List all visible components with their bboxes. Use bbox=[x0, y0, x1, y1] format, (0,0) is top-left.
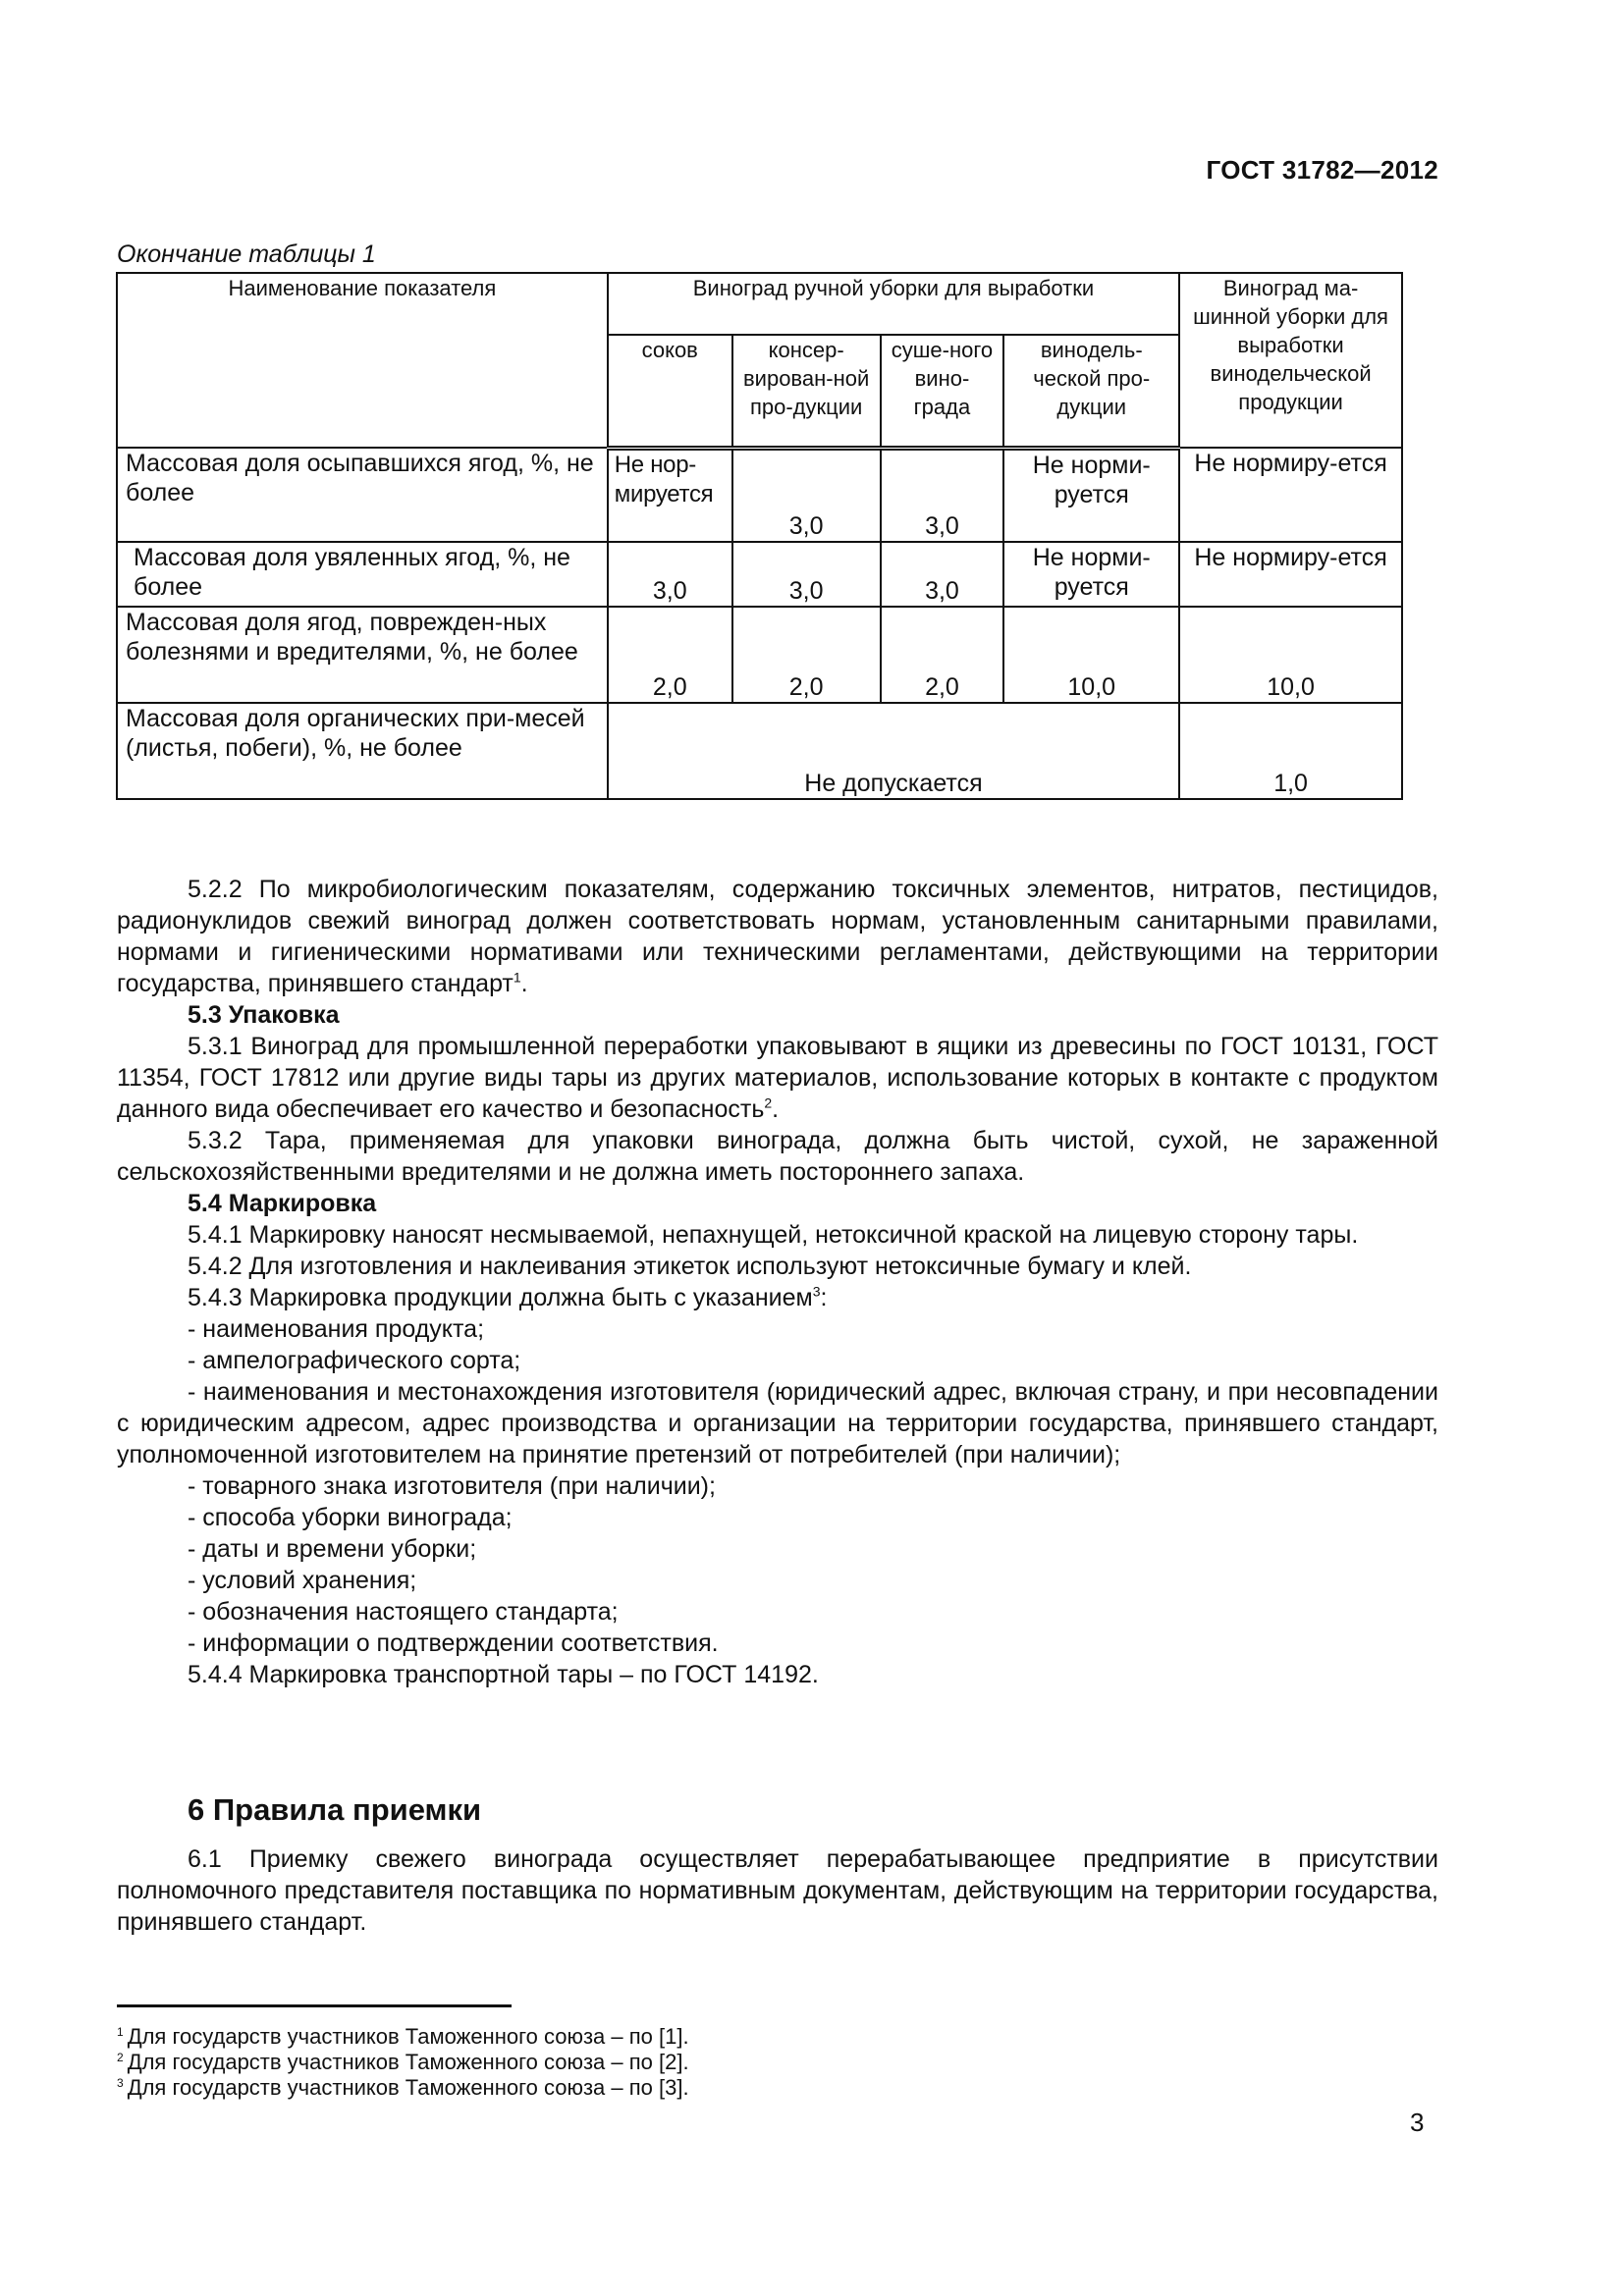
row-indicator: Массовая доля осыпавшихся ягод, %, не более bbox=[117, 448, 608, 542]
table-row bbox=[117, 607, 1402, 703]
footnotes bbox=[117, 2024, 689, 2101]
list-item: - условий хранения; bbox=[188, 1567, 417, 1594]
heading-5-4: 5.4 Маркировка bbox=[188, 1190, 377, 1217]
cell-juices: Не нор-мируется bbox=[608, 448, 732, 542]
header-canned: консер-вирован-ной про-дукции bbox=[732, 335, 881, 448]
list-item: - обозначения настоящего стандарта; bbox=[188, 1598, 619, 1626]
cell-canned: 2,0 bbox=[732, 607, 881, 703]
heading-5-3: 5.3 Упаковка bbox=[188, 1001, 340, 1029]
section-heading-6: 6 Правила приемки bbox=[188, 1792, 482, 1827]
header-wine: винодель-ческой про-дукции bbox=[1003, 335, 1179, 448]
footnote-1: $^1$ Для государств участников Таможенного союза – по [1]. bbox=[117, 2024, 689, 2049]
row-indicator: Массовая доля ягод, поврежден-ных болезнями и вредителями, %, не более bbox=[117, 607, 608, 703]
footnote-ref: 1 bbox=[513, 969, 521, 986]
paragraph-5-4-4: 5.4.4 Маркировка транспортной тары – по ГОСТ 14192. bbox=[188, 1661, 819, 1688]
cell-canned: 3,0 bbox=[732, 448, 881, 542]
row-indicator: Массовая доля увяленных ягод, %, не более bbox=[117, 542, 608, 607]
table-row bbox=[117, 703, 1402, 799]
cell-machine: 1,0 bbox=[1179, 703, 1402, 799]
cell-canned: 3,0 bbox=[732, 542, 881, 607]
list-item: - ампелографического сорта; bbox=[188, 1347, 521, 1374]
header-machine: Виноград ма-шинной уборки для выработки винодельческой продукции bbox=[1179, 273, 1402, 448]
list-item: - наименования и местонахождения изготовителя (юридический адрес, включая страну, и при несовпадении с юридическим адресом, адрес производства и организации на территории государства, принявшего стандарт, уполномоченной изготовителем на принятие претензий от потребителей (при наличии); bbox=[117, 1378, 1438, 1468]
paragraph-5-2-2: 5.2.2 По микробиологическим показателям, содержанию токсичных элементов, нитратов, пестицидов, радионуклидов свежий виноград должен соответствовать нормам, установленным санитарными правилами, нормами и гигиеническими нормативами или техническими регламентами, действующими на территории государства, принявшего стандарт$^1$. bbox=[117, 876, 1438, 997]
cell-dried: 3,0 bbox=[881, 448, 1004, 542]
header-dried: суше-ного вино-града bbox=[881, 335, 1004, 448]
cell-manual-merged: Не допускается bbox=[608, 703, 1179, 799]
footnote-ref: 2 bbox=[764, 1095, 773, 1111]
cell-wine: Не норми-руется bbox=[1003, 542, 1179, 607]
list-item: - даты и времени уборки; bbox=[188, 1535, 477, 1563]
row-indicator: Массовая доля органических при-месей (листья, побеги), %, не более bbox=[117, 703, 608, 799]
cell-wine: Не норми-руется bbox=[1003, 448, 1179, 542]
cell-machine: Не нормиру-ется bbox=[1179, 448, 1402, 542]
paragraph-5-3-1: 5.3.1 Виноград для промышленной переработки упаковывают в ящики из древесины по ГОСТ 10131, ГОСТ 11354, ГОСТ 17812 или другие виды тары из других материалов, использование которых в контакте с продуктом данного вида обеспечивает его качество и безопасность$^2$. bbox=[117, 1033, 1438, 1123]
cell-juices: 2,0 bbox=[608, 607, 732, 703]
table-caption: Окончание таблицы 1 bbox=[117, 240, 376, 268]
section-6-body bbox=[117, 1843, 1438, 1938]
list-item: - наименования продукта; bbox=[188, 1315, 485, 1343]
paragraph-5-4-1: 5.4.1 Маркировку наносят несмываемой, непахнущей, нетоксичной краской на лицевую сторону тары. bbox=[188, 1221, 1359, 1249]
header-juices: соков bbox=[608, 335, 732, 448]
footnote-3: $^3$ Для государств участников Таможенного союза – по [3]. bbox=[117, 2075, 689, 2100]
paragraph-5-3-2: 5.3.2 Тара, применяемая для упаковки винограда, должна быть чистой, сухой, не зараженной сельскохозяйственными вредителями и не должна иметь постороннего запаха. bbox=[117, 1127, 1438, 1186]
header-manual-group: Виноград ручной уборки для выработки bbox=[608, 273, 1179, 335]
cell-dried: 2,0 bbox=[881, 607, 1004, 703]
list-item: - товарного знака изготовителя (при наличии); bbox=[188, 1472, 716, 1500]
footnote-2: $^2$ Для государств участников Таможенного союза – по [2]. bbox=[117, 2050, 689, 2074]
list-item: - информации о подтверждении соответствия. bbox=[188, 1629, 719, 1657]
table-row bbox=[117, 448, 1402, 542]
page-number: 3 bbox=[1410, 2108, 1425, 2137]
requirements-table bbox=[116, 272, 1403, 800]
header-indicator: Наименование показателя bbox=[117, 273, 608, 448]
list-item: - способа уборки винограда; bbox=[188, 1504, 513, 1531]
paragraph-5-4-2: 5.4.2 Для изготовления и наклеивания этикеток используют нетоксичные бумагу и клей. bbox=[188, 1253, 1192, 1280]
cell-juices: 3,0 bbox=[608, 542, 732, 607]
cell-dried: 3,0 bbox=[881, 542, 1004, 607]
table-row bbox=[117, 542, 1402, 607]
cell-wine: 10,0 bbox=[1003, 607, 1179, 703]
footnote-separator bbox=[117, 2004, 512, 2007]
document-code-header: ГОСТ 31782—2012 bbox=[1206, 155, 1438, 185]
cell-machine: Не нормиру-ется bbox=[1179, 542, 1402, 607]
paragraph-6-1: 6.1 Приемку свежего винограда осуществляет перерабатывающее предприятие в присутствии полномочного представителя поставщика по нормативным документам, действующим на территории государства, принявшего стандарт. bbox=[117, 1845, 1438, 1936]
footnote-ref: 3 bbox=[812, 1283, 821, 1300]
paragraph-5-4-3: 5.4.3 Маркировка продукции должна быть с указанием$^3$: bbox=[188, 1283, 828, 1311]
cell-machine: 10,0 bbox=[1179, 607, 1402, 703]
document-body bbox=[117, 874, 1438, 1690]
